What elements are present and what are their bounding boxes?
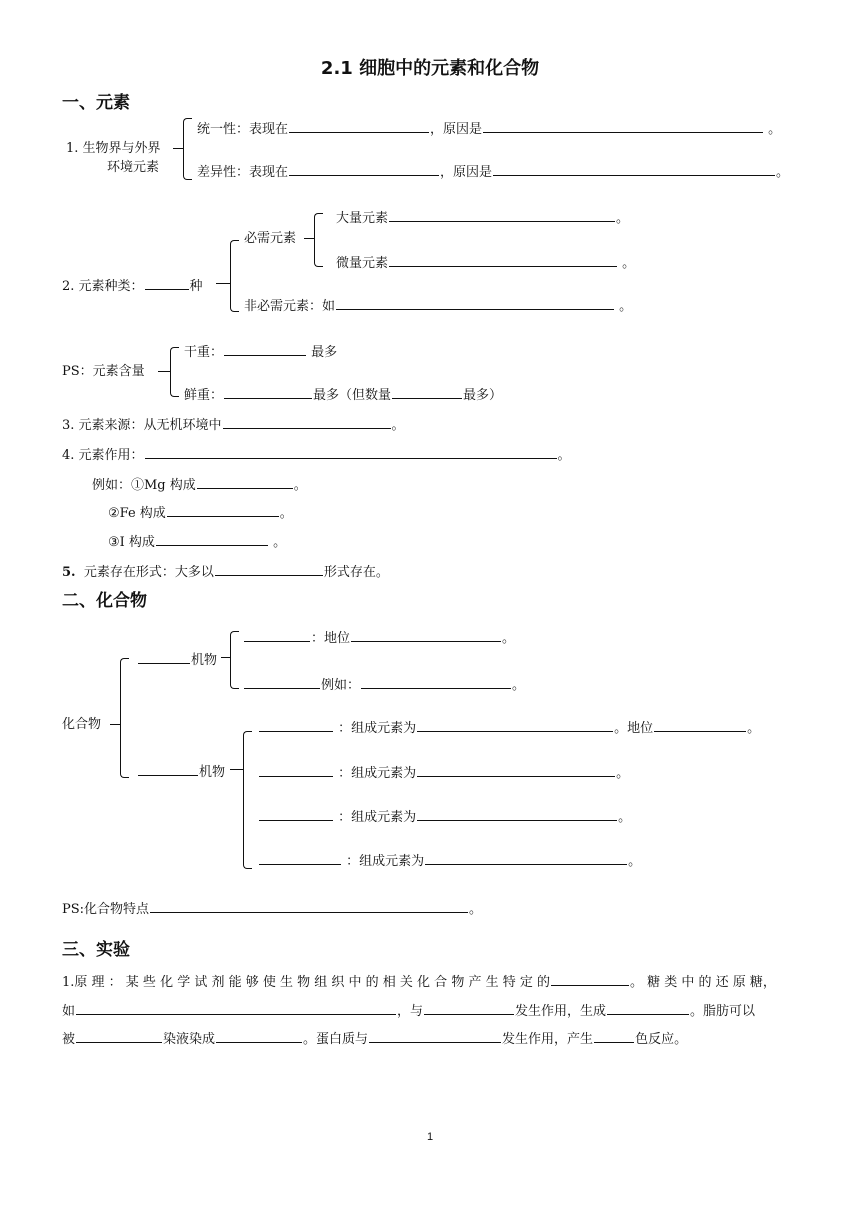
essential-label: 必需元素 [244, 231, 297, 246]
item1-label-2: 环境元素 [107, 160, 160, 175]
blank[interactable] [551, 973, 629, 986]
blank[interactable] [392, 386, 462, 399]
principle-line-3: 被 染液染成 。蛋白质与 发生作用，产生 色反应。 [62, 1032, 688, 1047]
blank[interactable] [167, 504, 279, 517]
blank[interactable] [417, 764, 615, 777]
blank[interactable] [216, 1030, 302, 1043]
blank[interactable] [138, 763, 198, 776]
section-heading-compounds: 二、化合物 [62, 591, 147, 611]
blank[interactable] [389, 254, 617, 267]
brace [230, 240, 239, 312]
example-i: ③I 构成 。 [108, 535, 287, 550]
water-line: ：地位 。 [243, 629, 515, 645]
blank[interactable] [417, 719, 613, 732]
unity-line: 统一性：表现在 ，原因是 。 [197, 122, 782, 137]
blank[interactable] [150, 900, 468, 913]
section-heading-elements: 一、元素 [62, 93, 130, 113]
ps-compound: PS:化合物特点 。 [62, 902, 483, 917]
compound-root: 化合物 [62, 717, 102, 732]
blank[interactable] [224, 343, 306, 356]
organic-line-4: ：组成元素为 。 [258, 852, 641, 868]
section-heading-experiment: 三、实验 [62, 940, 130, 960]
brace [230, 631, 239, 689]
fresh-line: 鲜重： 最多（但数量 最多） [184, 388, 503, 403]
item4: 4. 元素作用： 。 [62, 448, 571, 463]
blank[interactable] [654, 719, 746, 732]
item1-label: 1. 生物界与外界 [66, 141, 161, 156]
ps-content-label: PS：元素含量 [62, 364, 145, 379]
example-mg: 例如：①Mg 构成 。 [92, 478, 307, 493]
blank[interactable] [244, 629, 310, 642]
page-title: 2.1 细胞中的元素和化合物 [320, 58, 540, 79]
blank[interactable] [607, 1002, 689, 1015]
principle-line-1: 1.原 理 ： 某 些 化 学 试 剂 能 够 使 生 物 组 织 中 的 相 关 化 合 物 产 生 特 定 的 。 糖 类 中 的 还 原 糖， [62, 975, 776, 990]
item2-label: 2. 元素种类： 种 [62, 279, 203, 294]
brace-stem [304, 238, 314, 239]
organic-line-2: ：组成元素为 。 [258, 764, 629, 780]
blank[interactable] [289, 120, 429, 133]
blank[interactable] [389, 209, 615, 222]
blank[interactable] [259, 719, 333, 732]
brace-stem [221, 657, 230, 658]
blank[interactable] [361, 676, 511, 689]
brace [120, 658, 129, 778]
blank[interactable] [493, 163, 775, 176]
blank[interactable] [224, 386, 312, 399]
blank[interactable] [145, 446, 557, 459]
brace-stem [216, 283, 230, 284]
blank[interactable] [223, 416, 391, 429]
brace-stem [110, 724, 120, 725]
blank[interactable] [259, 808, 333, 821]
organic-label: 机物 [137, 763, 225, 779]
item3: 3. 元素来源：从无机环境中 。 [62, 418, 405, 433]
blank[interactable] [138, 651, 190, 664]
organic-line-1: ：组成元素为 。地位 。 [258, 719, 760, 735]
brace-stem [158, 371, 170, 372]
blank[interactable] [76, 1030, 162, 1043]
blank[interactable] [483, 120, 763, 133]
blank[interactable] [197, 476, 293, 489]
blank[interactable] [336, 297, 614, 310]
dry-line: 干重： 最多 [184, 345, 338, 360]
item5: 5. 元素存在形式：大多以 形式存在。 [62, 565, 389, 580]
salt-line: 例如： 。 [243, 676, 525, 692]
blank[interactable] [425, 852, 627, 865]
blank[interactable] [369, 1030, 501, 1043]
example-fe: ②Fe 构成 。 [108, 506, 293, 521]
blank[interactable] [259, 852, 341, 865]
minor-line: 微量元素 。 [336, 256, 636, 271]
brace [314, 213, 323, 267]
diff-line: 差异性：表现在 ，原因是 。 [197, 165, 790, 180]
blank[interactable] [76, 1002, 396, 1015]
brace [243, 731, 252, 869]
blank[interactable] [594, 1030, 634, 1043]
page-number: 1 [426, 1131, 434, 1143]
blank[interactable] [244, 676, 320, 689]
nonessential-line: 非必需元素：如 。 [244, 299, 633, 314]
brace [170, 347, 179, 397]
blank[interactable] [417, 808, 617, 821]
blank[interactable] [259, 764, 333, 777]
brace [183, 118, 192, 180]
major-line: 大量元素 。 [336, 211, 630, 226]
blank[interactable] [156, 533, 268, 546]
organic-line-3: ：组成元素为 。 [258, 808, 631, 824]
brace-stem [230, 769, 243, 770]
blank[interactable] [424, 1002, 514, 1015]
blank[interactable] [289, 163, 439, 176]
brace-stem [173, 148, 183, 149]
blank[interactable] [145, 277, 189, 290]
inorganic-label: 机物 [137, 651, 217, 667]
principle-line-2: 如 ，与 发生作用，生成 。脂肪可以 [62, 1004, 756, 1019]
blank[interactable] [215, 563, 323, 576]
blank[interactable] [351, 629, 501, 642]
